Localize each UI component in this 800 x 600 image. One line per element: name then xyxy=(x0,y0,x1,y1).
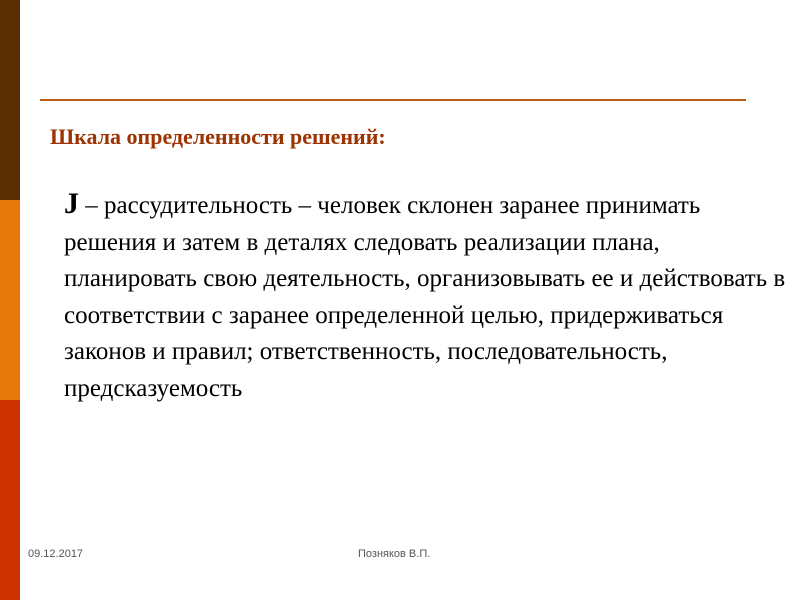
body-lead-letter: J xyxy=(64,187,79,220)
sidebar-band-top xyxy=(0,0,20,200)
sidebar-band-bottom xyxy=(0,400,20,600)
slide-title: Шкала определенности решений: xyxy=(50,124,386,149)
sidebar-band-middle xyxy=(0,200,20,400)
body-text: – рассудительность – человек склонен заранее принимать решения и затем в деталях следовать реализации плана, планировать свою деятельность, организовывать ее и действовать в соответствии с заранее определенной целью, придерживаться законов и правил; ответственность, последовательность, предсказуемость xyxy=(64,192,786,402)
slide-body xyxy=(64,186,792,407)
footer-date: 09.12.2017 xyxy=(28,548,84,560)
footer-author: Позняков В.П. xyxy=(358,548,431,560)
title-divider xyxy=(40,99,746,101)
decorative-sidebar xyxy=(0,0,20,600)
